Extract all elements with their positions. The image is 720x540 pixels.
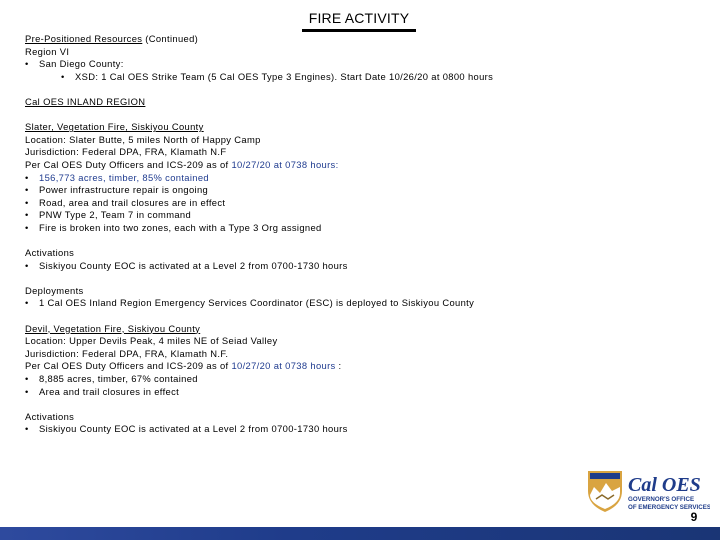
slater-activations-heading: Activations xyxy=(25,247,75,259)
bullet-glyph: • xyxy=(61,70,65,82)
pre-positioned-heading-suffix: (Continued) xyxy=(142,33,199,44)
slater-heading: Slater, Vegetation Fire, Siskiyou County xyxy=(25,121,204,133)
slater-bullet-text: PNW Type 2, Team 7 in command xyxy=(39,209,192,221)
county-bullet xyxy=(25,58,705,71)
slater-heading-line xyxy=(25,121,705,134)
devil-bullet xyxy=(25,373,705,386)
bullet-glyph: • xyxy=(25,259,29,271)
county-label: San Diego County: xyxy=(39,58,124,70)
slater-per-prefix: Per Cal OES Duty Officers and ICS-209 as of xyxy=(25,158,232,170)
title-underline-bar xyxy=(302,29,416,32)
slater-location: Location: Slater Butte, 5 miles North of Happy Camp xyxy=(25,133,261,145)
devil-bullet-text: Area and trail closures in effect xyxy=(39,385,180,397)
page-title: FIRE ACTIVITY xyxy=(308,10,410,26)
pre-positioned-heading-line xyxy=(25,33,705,46)
slater-per-date: 10/27/20 at 0738 hours: xyxy=(231,158,339,170)
inland-region-heading xyxy=(25,96,705,109)
fire-activity-content xyxy=(25,33,705,436)
slater-bullet xyxy=(25,209,705,222)
slater-bullet xyxy=(25,184,705,197)
slater-bullet xyxy=(25,172,705,185)
slater-deployments-heading: Deployments xyxy=(25,284,84,296)
slater-bullet-text: Power infrastructure repair is ongoing xyxy=(39,184,209,196)
slater-bullet-text: Fire is broken into two zones, each with a Type 3 Org assigned xyxy=(39,221,322,233)
slater-per-line xyxy=(25,159,705,172)
devil-activations-bullet xyxy=(25,423,705,436)
devil-heading: Devil, Vegetation Fire, Siskiyou County xyxy=(25,322,201,334)
slater-bullet xyxy=(25,197,705,210)
devil-location: Location: Upper Devils Peak, 4 miles NE of Seiad Valley xyxy=(25,335,278,347)
footer-bar xyxy=(0,527,720,540)
slater-deployments-text: 1 Cal OES Inland Region Emergency Services Coordinator (ESC) is deployed to Siskiyou County xyxy=(39,297,475,309)
pre-positioned-heading: Pre-Positioned Resources xyxy=(25,33,143,44)
bullet-glyph: • xyxy=(25,184,29,196)
devil-per-line xyxy=(25,360,705,373)
shield-band xyxy=(590,473,620,479)
bullet-glyph: • xyxy=(25,297,29,309)
devil-per-suffix: : xyxy=(335,360,342,372)
slater-activations-text: Siskiyou County EOC is activated at a Level 2 from 0700-1730 hours xyxy=(39,259,348,271)
xsd-text: XSD: 1 Cal OES Strike Team (5 Cal OES Type 3 Engines). Start Date 10/26/20 at 0800 hours xyxy=(75,70,494,82)
cal-oes-logo xyxy=(586,469,710,513)
slater-bullet-text: 156,773 acres, timber, 85% contained xyxy=(39,171,209,183)
logo-sub2: OF EMERGENCY SERVICES xyxy=(628,504,710,511)
devil-bullet xyxy=(25,386,705,399)
devil-jurisdiction: Jurisdiction: Federal DPA, FRA, Klamath N.F. xyxy=(25,347,229,359)
page-number: 9 xyxy=(690,510,698,524)
slater-jurisdiction: Jurisdiction: Federal DPA, FRA, Klamath N.F xyxy=(25,146,227,158)
bullet-glyph: • xyxy=(25,221,29,233)
devil-per-date: 10/27/20 at 0738 hours xyxy=(231,360,336,372)
inland-region-label: Cal OES INLAND REGION xyxy=(25,95,146,107)
bullet-glyph: • xyxy=(25,423,29,435)
slater-bullet-text: Road, area and trail closures are in effect xyxy=(39,196,226,208)
slater-deployments-bullet xyxy=(25,297,705,310)
slater-activations-bullet xyxy=(25,260,705,273)
devil-heading-line xyxy=(25,323,705,336)
devil-per-prefix: Per Cal OES Duty Officers and ICS-209 as of xyxy=(25,360,232,372)
xsd-bullet xyxy=(25,71,705,84)
devil-activations-text: Siskiyou County EOC is activated at a Level 2 from 0700-1730 hours xyxy=(39,423,348,435)
bullet-glyph: • xyxy=(25,58,29,70)
bullet-glyph: • xyxy=(25,171,29,183)
logo-sub1: GOVERNOR'S OFFICE xyxy=(628,496,695,503)
cal-oes-logo-graphic xyxy=(586,469,710,513)
devil-bullet-text: 8,885 acres, timber, 67% contained xyxy=(39,373,198,385)
bullet-glyph: • xyxy=(25,209,29,221)
region-label: Region VI xyxy=(25,45,70,57)
slater-bullet xyxy=(25,222,705,235)
devil-activations-heading: Activations xyxy=(25,410,75,422)
bullet-glyph: • xyxy=(25,373,29,385)
slater-bullets xyxy=(25,172,705,235)
bullet-glyph: • xyxy=(25,385,29,397)
bullet-glyph: • xyxy=(25,196,29,208)
logo-name: Cal OES xyxy=(628,474,701,496)
